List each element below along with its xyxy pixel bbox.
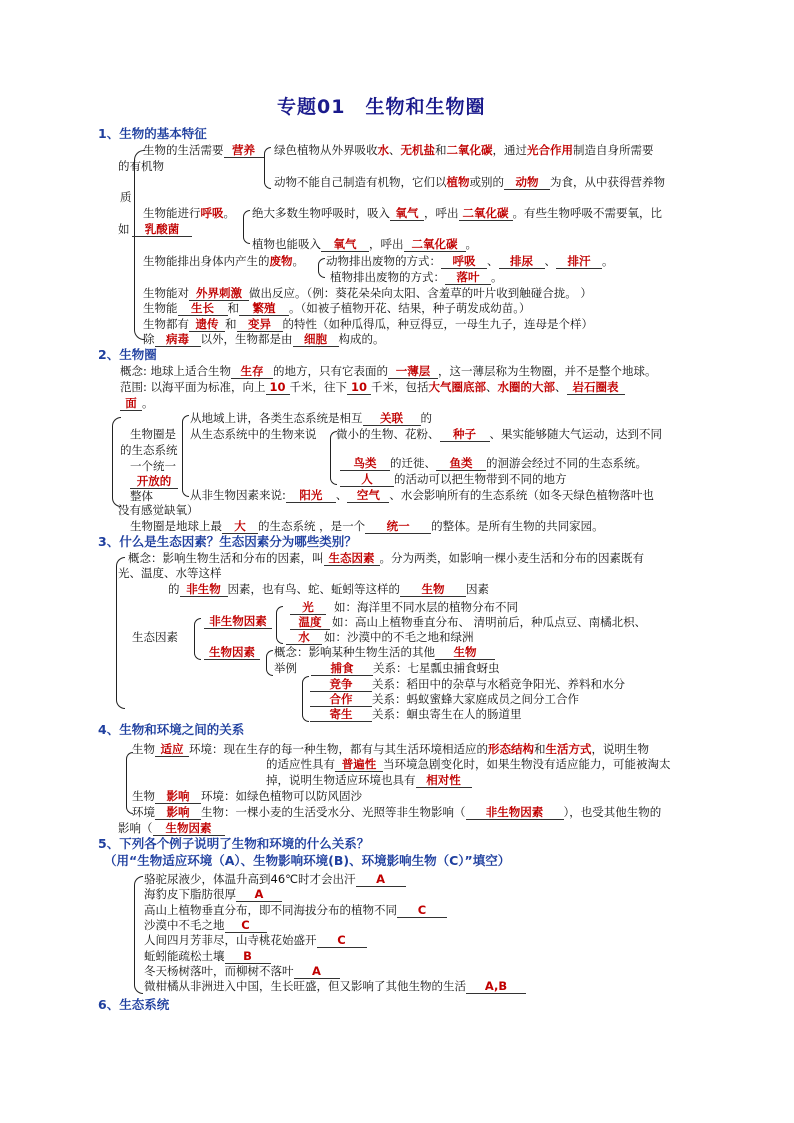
biosphere-g2: 微小的生物、花粉、 种子 、果实能够随大气运动，达到不同 <box>336 427 662 441</box>
abiotic-light: 光 如：海洋里不同水层的植物分布不同 <box>290 600 518 615</box>
cell-line: 除 病毒 以外，生物都是由 细胞 构成的。 <box>143 332 385 346</box>
example-answer: A,B <box>466 979 526 994</box>
biosphere-g2-label: 从生态系统中的生物来说 <box>190 427 317 441</box>
needs-label: 生物的生活需要 营养 <box>143 143 264 158</box>
biosphere-left-3: 一个统一 <box>130 459 176 473</box>
abiotic-water: 水 如：沙漠中的不毛之地和绿洲 <box>286 630 474 645</box>
needs-brace <box>264 147 271 189</box>
page-title: 专题01 生物和生物圈 <box>277 96 486 118</box>
env-impact-line-2: 影响（ 生物因素 <box>118 821 225 836</box>
example-text: 沙漠中不毛之地 <box>144 917 225 932</box>
needs-label-cont: 的有机物 <box>118 159 164 173</box>
relation-compete: 竞争 关系：稻田中的杂草与水稻竞争阳光、养料和水分 <box>310 677 625 692</box>
biotic-relations-brace <box>302 676 309 722</box>
section-1-heading: 1、生物的基本特征 <box>98 126 207 141</box>
factor-type-brace <box>194 618 201 660</box>
factor-concept-2: 光、温度、水等这样 <box>118 566 222 580</box>
section-5-brace <box>134 876 143 994</box>
adapt-line-3: 掉，说明生物适应环境也具有 相对性 <box>266 773 472 788</box>
factor-label: 生态因素 <box>132 630 178 644</box>
biosphere-left-5: 整体 <box>130 489 153 503</box>
biosphere-g5: 从非生物因素来说: 阳光 、 空气 、水会影响所有的生态系统（如冬天绿色植物落叶也 <box>190 488 654 502</box>
biotic-brace <box>266 650 273 676</box>
biotic-label: 生物因素 <box>204 645 260 660</box>
example-answer: C <box>317 933 367 948</box>
section-3-heading: 3、什么是生态因素？生态因素分为哪些类别？ <box>98 534 357 549</box>
example-item <box>144 949 271 964</box>
abiotic-label: 非生物因素 <box>204 614 272 629</box>
waste-brace <box>318 258 325 278</box>
section-5-instruction: （用“生物适应环境（A）、生物影响环境(B)、环境影响生物（C）”填空） <box>104 853 511 868</box>
example-answer: A <box>294 964 340 979</box>
adapt-line-1: 生物 适应 环境：现在生存的每一种生物，都有与其生活环境相适应的形态结构和生活方式，说明生物 <box>132 742 649 756</box>
example-text: 微柑橘从非洲进入中国，生长旺盛，但又影响了其他生物的生活 <box>144 979 466 994</box>
example-item <box>144 872 406 887</box>
biotic-example: 举例 捕食 关系：七星瓢虫捕食蚜虫 <box>274 661 500 675</box>
example-text: 海豹皮下脂肪很厚 <box>144 887 236 902</box>
needs-line-2: 动物不能自己制造有机物，它们以植物或别的 动物 为食，从中获得营养物 <box>274 175 665 189</box>
example-answer: C <box>397 903 447 918</box>
example-answer: C <box>225 918 267 933</box>
biosphere-range-cont: 面 。 <box>120 396 154 411</box>
respiration-line-1: 绝大多数生物呼吸时，吸入 氧气 ，呼出 二氧化碳 。有些生物呼吸不需要氧，比 <box>252 206 662 220</box>
biosphere-right-brace <box>182 415 189 497</box>
example-item <box>144 979 526 994</box>
relation-cooperate: 合作 关系：蚂蚁蜜蜂大家庭成员之间分工合作 <box>310 692 579 707</box>
waste-label: 生物能排出身体内产生的废物。 <box>143 254 304 268</box>
example-answer: A <box>236 887 282 902</box>
reaction-line: 生物能对 外界刺激 做出反应。（例：葵花朵朵向太阳、含羞草的叶片收到触碰合拢。 ） <box>143 286 592 300</box>
factor-concept-3: 的 非生物 因素，也有鸟、蛇、蚯蚓等这样的 生物 因素 <box>168 582 489 596</box>
biosphere-concept: 概念: 地球上适合生物 生存 的地方，只有它表面的 一薄层 ，这一薄层称为生物圈，并不是整个地球。 <box>120 364 657 378</box>
biosphere-g3: 鸟类 的迁徙、 鱼类 的洄游会经过不同的生态系统。 <box>340 456 647 471</box>
respiration-example: 乳酸菌 <box>132 222 192 237</box>
env-impact-line: 环境 影响 生物：一棵小麦的生活受水分、光照等非生物影响（ 非生物因素 ），也受其他生物的 <box>132 805 662 819</box>
adapt-line-2: 的适应性具有 普遍性 当环境急剧变化时，如果生物没有适应能力，可能被淘太 <box>266 757 671 771</box>
biosphere-g5-cont: 没有感觉缺氧） <box>118 503 199 517</box>
example-text: 冬天杨树落叶，而柳树不落叶 <box>144 963 294 978</box>
example-text: 人间四月芳菲尽，山寺桃花始盛开 <box>144 933 317 948</box>
biosphere-left-brace <box>112 417 121 507</box>
needs-line-1: 绿色植物从外界吸收水、无机盐和二氧化碳，通过光合作用制造自身所需要 <box>274 143 654 157</box>
abiotic-temp: 温度 如：高山上植物垂直分布、 清明前后，种瓜点豆、南橘北枳、 <box>290 615 646 630</box>
side-char-2: 如 <box>118 222 130 236</box>
factor-concept: 概念：影响生物生活和分布的因素，叫 生态因素 。分为两类，如影响一棵小麦生活和分布的因素既有 <box>128 551 644 565</box>
waste-plant: 植物排出废物的方式： 落叶 。 <box>330 270 503 284</box>
section-2-heading: 2、生物圈 <box>98 347 157 362</box>
biosphere-left-2: 的生态系统 <box>120 443 178 457</box>
section-6-heading: 6、生态系统 <box>98 997 170 1012</box>
example-answer: A <box>356 872 406 887</box>
example-item <box>144 903 447 918</box>
side-char: 质 <box>120 190 132 204</box>
example-answer: B <box>225 949 271 964</box>
abiotic-brace <box>276 606 283 644</box>
example-text: 蚯蚓能疏松土壤 <box>144 948 225 963</box>
example-item <box>144 887 282 902</box>
biosphere-last: 生物圈是地球上最 大 的生态系统 ，是一个 统一 的整体。是所有生物的共同家园。 <box>130 519 604 533</box>
section-4-heading: 4、生物和环境之间的关系 <box>98 722 245 737</box>
respiration-brace <box>243 210 250 244</box>
heredity-line: 生物都有 遗传 和 变异 的特性（如种瓜得瓜，种豆得豆，一母生九子，连母是个样） <box>143 317 593 331</box>
respiration-label: 生物能进行呼吸。 <box>143 206 235 220</box>
example-text: 高山上植物垂直分布，即不同海拔分布的植物不同 <box>144 902 397 917</box>
impact-line: 生物 影响 环境：如绿色植物可以防风固沙 <box>132 789 362 803</box>
section-5-heading: 5、下列各个例子说明了生物和环境的什么关系？ <box>98 836 370 851</box>
example-text: 骆驼尿液少，体温升高到46℃时才会出汗 <box>144 872 356 886</box>
biotic-concept: 概念：影响某种生物生活的其他 生物 <box>274 645 495 660</box>
respiration-line-2: 植物也能吸入 氧气 ，呼出 二氧化碳 。 <box>252 237 477 251</box>
biosphere-g1: 从地域上讲，各类生态系统是相互 关联 的 <box>190 411 432 425</box>
biosphere-g4: 人 的活动可以把生物带到不同的地方 <box>340 472 567 487</box>
example-item <box>144 964 340 979</box>
biosphere-range: 范围: 以海平面为标准，向上 10 千米，往下 10 千米，包括大气圈底部、水圈的大部、 岩石圈表 <box>120 380 625 395</box>
relation-parasite: 寄生 关系：蛔虫寄生在人的肠道里 <box>310 707 522 722</box>
biosphere-left-4: 开放的 <box>130 474 178 489</box>
example-item <box>144 933 367 948</box>
biosphere-left-1: 生物圈是 <box>130 427 176 441</box>
example-item <box>144 918 267 933</box>
waste-animal: 动物排出废物的方式： 呼吸 、 排尿 、 排汗 。 <box>326 254 614 268</box>
growth-line: 生物能 生长 和 繁殖 。（如被子植物开花、结果，种子萌发成幼苗。） <box>143 301 531 315</box>
